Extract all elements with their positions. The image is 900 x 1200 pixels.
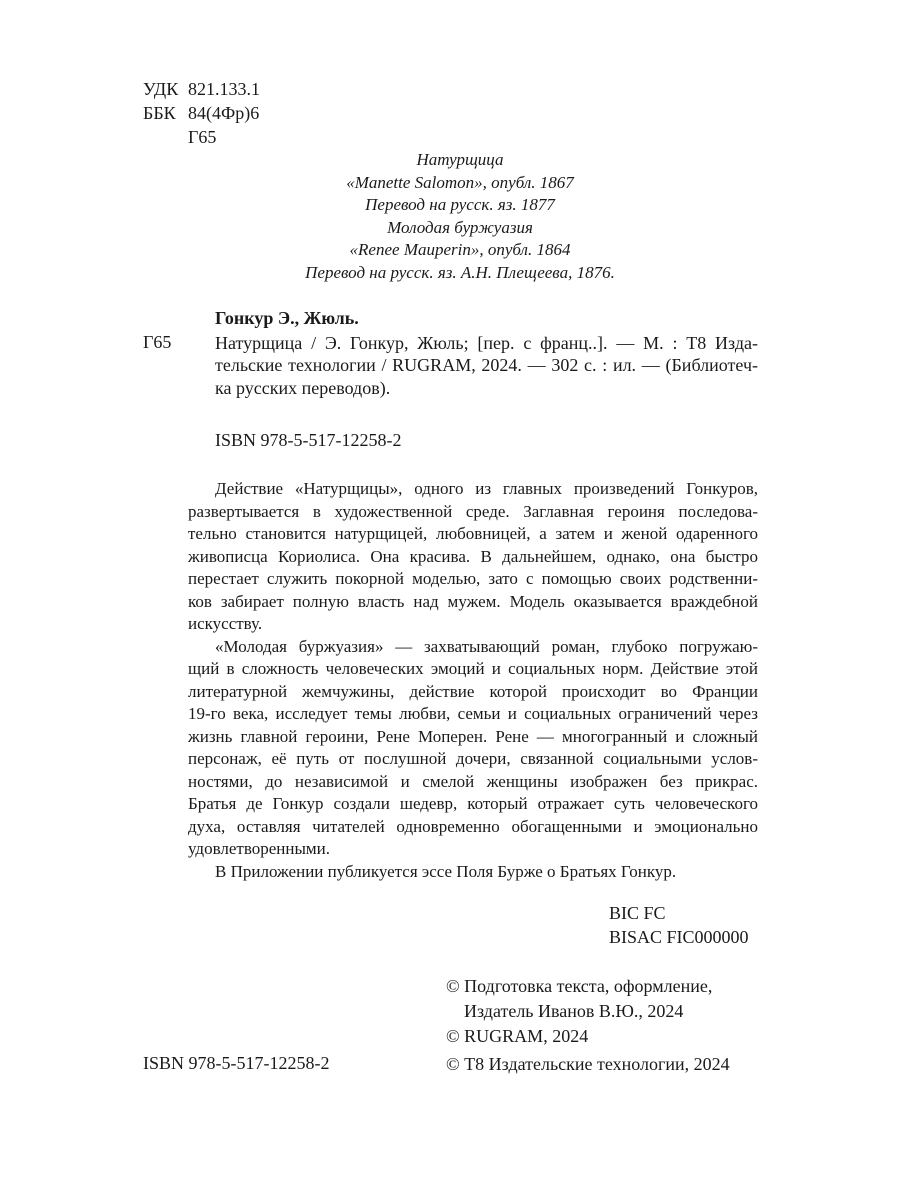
annotation-line: ностями, до независимой и смелой женщины изображен без прикрас. (188, 771, 758, 791)
pub-line: Перевод на русск. яз. А.Н. Плещеева, 1876. (305, 262, 615, 282)
author-mark: Г65 (188, 127, 217, 147)
udk-value: 821.133.1 (188, 79, 260, 99)
bib-line: тельские технологии / RUGRAM, 2024. — 302 с. : ил. — (Библиотеч- (215, 355, 758, 376)
pub-line: Перевод на русск. яз. 1877 (365, 195, 555, 215)
bbk-value: 84(4Фр)6 (188, 103, 260, 123)
bbk-row (143, 102, 259, 124)
annotation-line: 19-го века, исследует темы любви, семьи и социальных ограничений через (188, 704, 758, 723)
bib-line: Натурщица / Э. Гонкур, Жюль; [пер. с франц..]. — М. : Т8 Изда- (215, 333, 758, 353)
pub-line: Натурщица (416, 150, 504, 169)
annotation (188, 478, 758, 883)
copyright-line: © RUGRAM, 2024 (446, 1026, 589, 1046)
isbn-footer: ISBN 978-5-517-12258-2 (143, 1053, 330, 1073)
annotation-line: литературной жемчужины, действие которой происходит во Франции (188, 681, 758, 701)
pub-line: Молодая буржуазия (387, 217, 533, 237)
bbk-label: ББК (143, 103, 176, 123)
index-mark: Г65 (143, 332, 172, 352)
annotation-line: духа, оставляя читателей одновременно обогащенными и эмоционально (188, 816, 758, 836)
udk-row (143, 78, 260, 100)
bisac-code: BISAC FIC000000 (609, 927, 749, 947)
bib-line: ка русских переводов). (215, 377, 391, 398)
isbn-main: ISBN 978-5-517-12258-2 (215, 430, 402, 450)
annotation-line: развертывается в художественной среде. Заглавная героиня последова- (188, 501, 758, 521)
annotation-line: жизнь главной героини, Рене Моперен. Рене — многогранный и сложный (188, 726, 758, 746)
pub-line: «Manette Salomon», опубл. 1867 (346, 172, 574, 192)
annotation-line: Действие «Натурщицы», одного из главных произведений Гонкуров, (215, 479, 758, 498)
annotation-line: Братья де Гонкур создали шедевр, который отражает суть человеческого (188, 794, 758, 813)
annotation-line: тельно становится натурщицей, любовницей, а затем и женой одаренного (188, 524, 758, 543)
annotation-line: удовлетворенными. (188, 839, 331, 858)
bic-code: BIC FC (609, 903, 666, 923)
annotation-line: искусству. (188, 614, 263, 633)
publication-info (150, 149, 770, 285)
copyright-line: Издатель Иванов В.Ю., 2024 (464, 1001, 684, 1021)
annotation-line: щий в сложность человеческих эмоций и социальных норм. Действие этой (188, 659, 758, 678)
annotation-line: перестает служить покорной моделью, зато с помощью своих родственни- (188, 569, 758, 588)
pub-line: «Renee Mauperin», опубл. 1864 (349, 240, 571, 260)
annotation-line: персонаж, её путь от послушной дочери, связанной социальными услов- (188, 749, 758, 768)
copyright-line: © Т8 Издательские технологии, 2024 (446, 1054, 730, 1074)
annotation-line: «Молодая буржуазия» — захватывающий роман, глубоко погружаю- (215, 636, 758, 656)
annotation-line: В Приложении публикуется эссе Поля Бурже о Братьях Гонкур. (215, 861, 677, 881)
bibliographic-description (215, 332, 758, 399)
copyright-line: © Подготовка текста, оформление, (446, 976, 713, 996)
annotation-line: живописца Кориолиса. Она красива. В дальнейшем, однако, она быстро (188, 546, 758, 566)
udk-label: УДК (143, 79, 179, 99)
annotation-line: ков забирает полную власть над мужем. Модель оказывается враждебной (188, 591, 758, 611)
author-heading: Гонкур Э., Жюль. (215, 308, 359, 328)
